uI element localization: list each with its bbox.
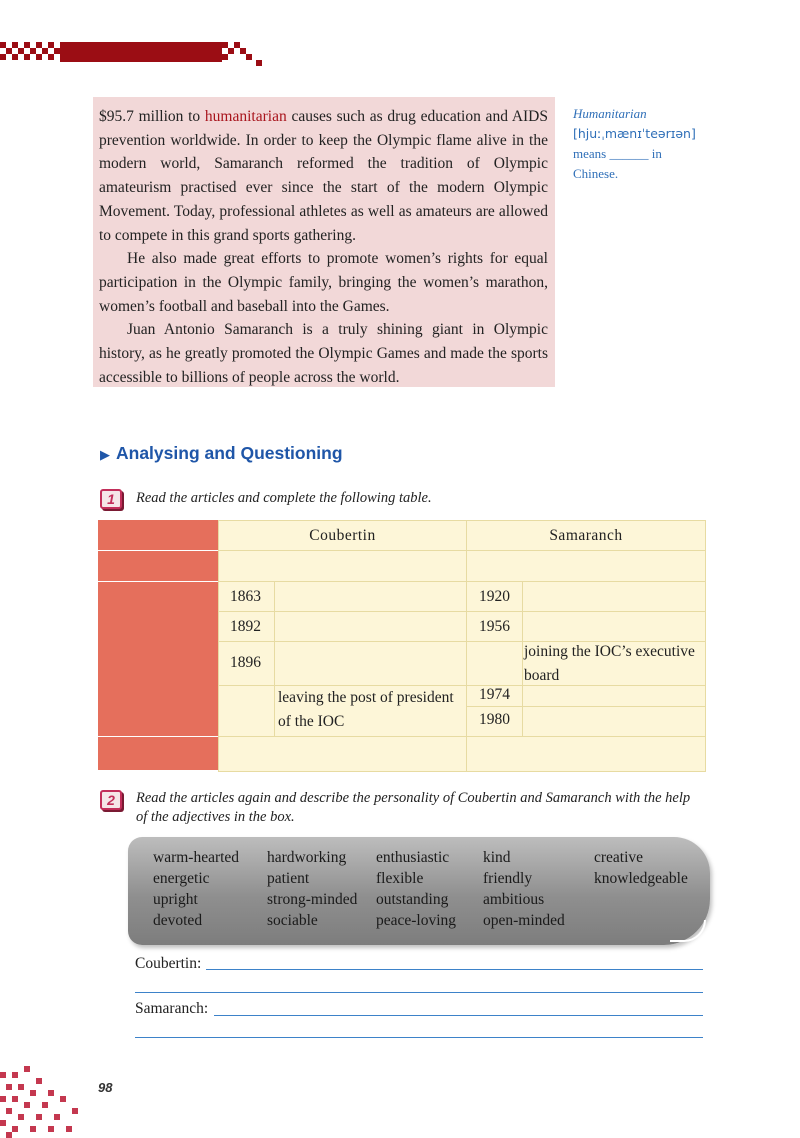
table-cell bbox=[218, 685, 275, 737]
adjective-box bbox=[128, 837, 710, 945]
passage-paragraph-3: Juan Antonio Samaranch is a truly shining giant in Olympic history, as he greatly promoted the Olympic Games and made the sports accessible to billions of people across the world. bbox=[99, 321, 548, 386]
task-1-instruction: Read the articles and complete the following table. bbox=[136, 490, 432, 506]
section-title: Analysing and Questioning bbox=[116, 443, 343, 463]
adjective: upright bbox=[153, 891, 198, 908]
reading-passage bbox=[93, 97, 555, 387]
samaranch-year-3: 1974 bbox=[479, 686, 510, 703]
footer-decoration bbox=[0, 1066, 90, 1138]
triangle-icon: ▶ bbox=[100, 447, 110, 462]
table-cell bbox=[274, 611, 467, 642]
task-number-badge-1: 1 bbox=[100, 489, 122, 509]
coubertin-answer-label: Coubertin: bbox=[135, 955, 202, 972]
table-label-cell bbox=[98, 582, 218, 736]
samaranch-answer-line-2[interactable] bbox=[135, 1037, 703, 1038]
adjective: open-minded bbox=[483, 912, 565, 929]
adjective: ambitious bbox=[483, 891, 545, 908]
adjective: patient bbox=[267, 870, 310, 887]
adjective: sociable bbox=[267, 912, 318, 929]
coubertin-year-2: 1892 bbox=[230, 618, 261, 635]
coubertin-answer-line-2[interactable] bbox=[135, 992, 703, 993]
table-cell bbox=[218, 736, 467, 772]
table-cell bbox=[466, 736, 706, 772]
page-number: 98 bbox=[98, 1080, 113, 1095]
table-cell bbox=[522, 581, 706, 612]
vocabulary-note bbox=[573, 104, 723, 184]
adjective: friendly bbox=[483, 870, 533, 887]
adjective: knowledgeable bbox=[594, 870, 688, 887]
samaranch-answer-label: Samaranch: bbox=[135, 1000, 209, 1017]
table-cell bbox=[522, 706, 706, 737]
table-label-cell bbox=[98, 737, 218, 770]
page-curl-decoration bbox=[670, 920, 706, 942]
note-line-4: Chinese. bbox=[573, 166, 619, 181]
table-cell bbox=[466, 641, 523, 686]
adjective-column-5 bbox=[594, 847, 688, 889]
note-word: Humanitarian bbox=[573, 106, 647, 121]
task-2-instruction: Read the articles again and describe the personality of Coubertin and Samaranch with the help of the adjectives in the box. bbox=[136, 790, 691, 825]
coubertin-answer-line-1[interactable] bbox=[206, 969, 703, 970]
adjective: flexible bbox=[376, 870, 424, 887]
table-cell bbox=[218, 550, 467, 582]
table-cell bbox=[522, 685, 706, 707]
samaranch-event-line-2: board bbox=[524, 667, 560, 684]
coubertin-event-line-1: leaving the post of president bbox=[278, 689, 454, 706]
coubertin-event-line-2: of the IOC bbox=[278, 713, 345, 730]
adjective: hardworking bbox=[267, 849, 347, 866]
adjective: outstanding bbox=[376, 891, 449, 908]
table-label-cell bbox=[98, 520, 218, 550]
table-cell bbox=[274, 581, 467, 612]
header-samaranch-text: Samaranch bbox=[549, 527, 623, 544]
samaranch-year-1: 1920 bbox=[479, 588, 510, 605]
section-heading bbox=[100, 443, 343, 464]
adjective: creative bbox=[594, 849, 644, 866]
samaranch-year-2: 1956 bbox=[479, 618, 510, 635]
passage-paragraph-1: $95.7 million to humanitarian causes such as drug education and AIDS prevention worldwide. In order to keep the Olympic flame alive in the modern world, Samaranch reformed the tradition of Olympic amateurism practised ever since the start of the modern Olympic Movement. Today, professional athletes as well as amateurs are allowed to compete in this grand sports gathering. bbox=[99, 108, 548, 244]
header-coubertin-text: Coubertin bbox=[309, 527, 376, 544]
table-cell bbox=[466, 550, 706, 582]
table-label-cell bbox=[98, 551, 218, 581]
adjective-column-3 bbox=[376, 847, 456, 931]
note-line-3: means ______ in bbox=[573, 146, 662, 161]
highlighted-word: humanitarian bbox=[204, 108, 287, 125]
adjective: peace-loving bbox=[376, 912, 457, 929]
task-number-badge-2: 2 bbox=[100, 790, 122, 810]
samaranch-answer-line-1[interactable] bbox=[214, 1015, 703, 1016]
coubertin-year-3: 1896 bbox=[230, 654, 261, 671]
adjective-column-1 bbox=[153, 847, 239, 931]
adjective-column-4 bbox=[483, 847, 565, 931]
adjective: kind bbox=[483, 849, 511, 866]
comparison-table bbox=[98, 520, 706, 772]
passage-paragraph-2: He also made great efforts to promote women’s rights for equal participation in the Olympic family, bringing the women’s marathon, women’s football and baseball into the Games. bbox=[99, 250, 548, 315]
adjective: devoted bbox=[153, 912, 203, 929]
adjective-column-2 bbox=[267, 847, 357, 931]
note-pronunciation: [hjuːˌmænɪˈteərɪən] bbox=[573, 126, 696, 141]
samaranch-event-line-1: joining the IOC’s executive bbox=[524, 643, 695, 660]
adjective: enthusiastic bbox=[376, 849, 450, 866]
header-decoration bbox=[0, 42, 262, 66]
table-cell bbox=[522, 611, 706, 642]
samaranch-year-4: 1980 bbox=[479, 711, 510, 728]
adjective: warm-hearted bbox=[153, 849, 240, 866]
coubertin-year-1: 1863 bbox=[230, 588, 261, 605]
adjective: strong-minded bbox=[267, 891, 358, 908]
adjective: energetic bbox=[153, 870, 210, 887]
header-bar bbox=[60, 42, 222, 62]
table-cell bbox=[274, 641, 467, 686]
